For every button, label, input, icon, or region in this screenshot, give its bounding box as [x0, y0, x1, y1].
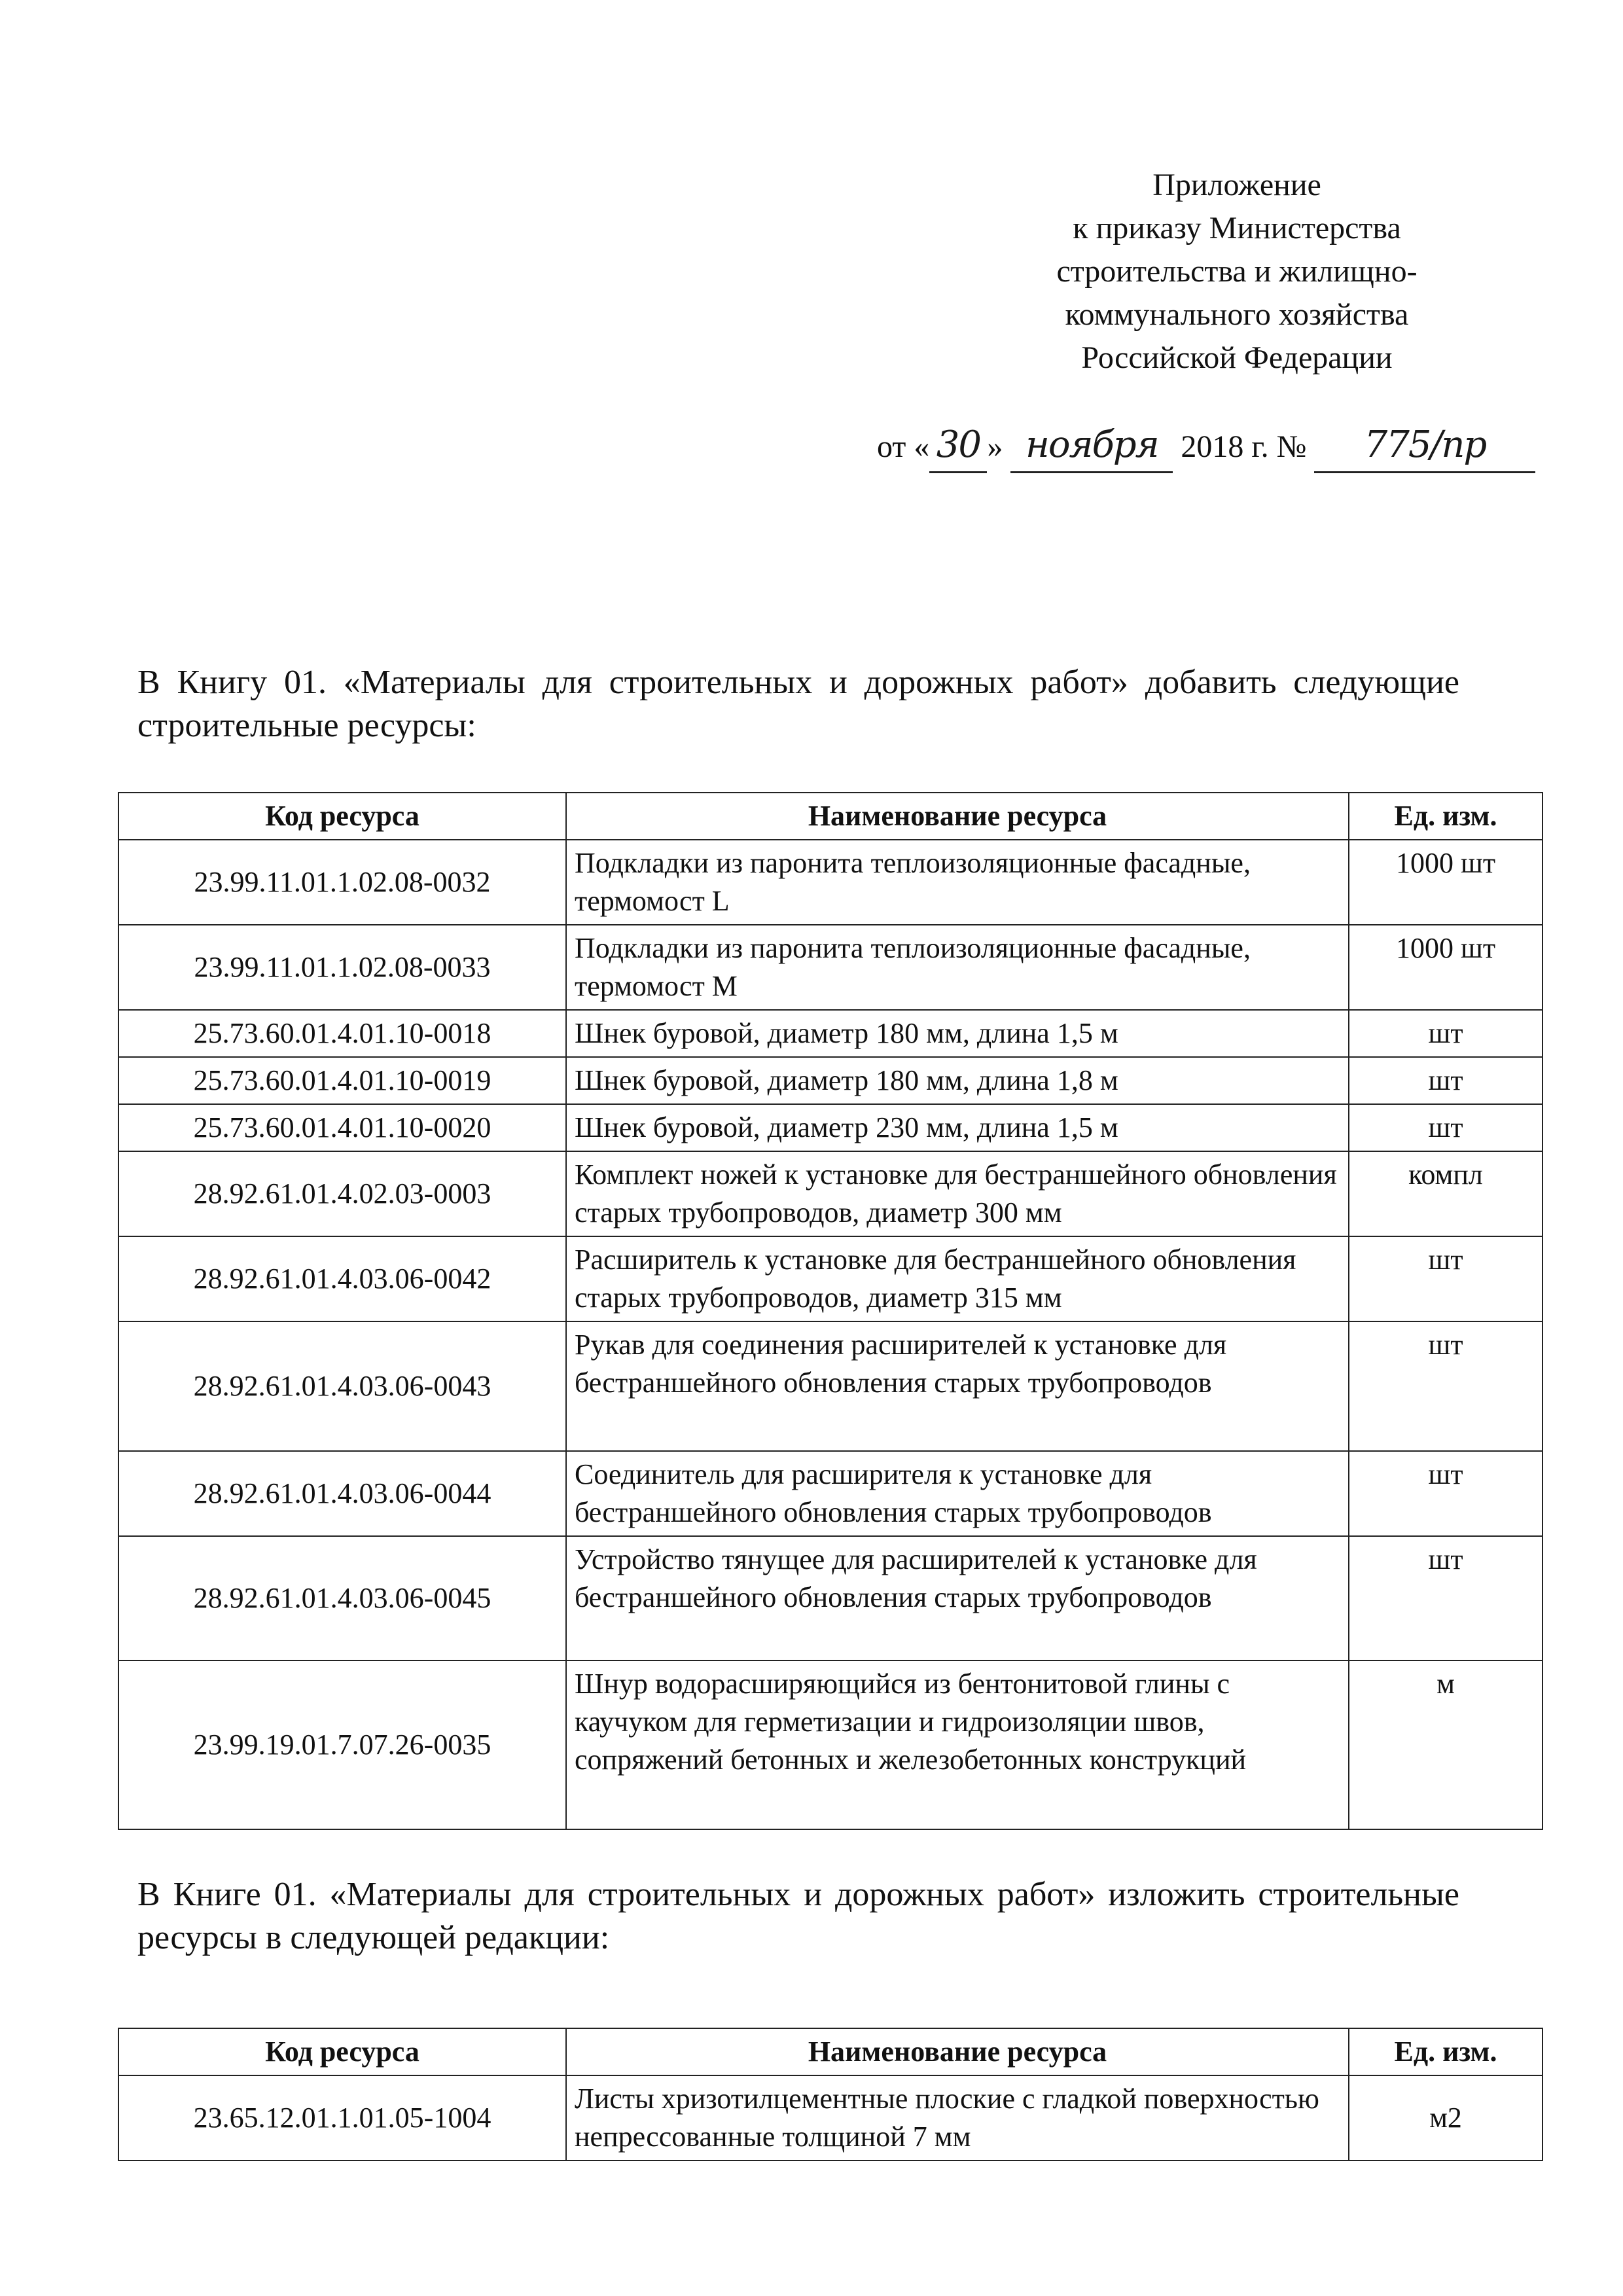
table-row	[118, 1010, 1543, 1057]
resource-name: Шнек буровой, диаметр 230 мм, длина 1,5 м	[566, 1104, 1349, 1151]
resource-name: Шнек буровой, диаметр 180 мм, длина 1,8 м	[566, 1057, 1349, 1104]
resource-name: Рукав для соединения расширителей к установке для бестраншейного обновления старых трубопроводов	[566, 1321, 1349, 1451]
resource-unit: шт	[1349, 1010, 1543, 1057]
resource-unit: шт	[1349, 1321, 1543, 1451]
annex-line-4: коммунального хозяйства	[1065, 297, 1409, 332]
header-unit: Ед. изм.	[1349, 793, 1543, 840]
resource-code: 28.92.61.01.4.03.06-0042	[118, 1236, 566, 1321]
annex-line-2: к приказу Министерства	[1073, 211, 1401, 245]
resource-name: Шнек буровой, диаметр 180 мм, длина 1,5 м	[566, 1010, 1349, 1057]
resource-code: 23.65.12.01.1.01.05-1004	[118, 2075, 566, 2161]
resource-name: Листы хризотилцементные плоские с гладкой поверхностью непрессованные толщиной 7 мм	[566, 2075, 1349, 2161]
resource-code: 23.99.19.01.7.07.26-0035	[118, 1660, 566, 1829]
resource-name: Подкладки из паронита теплоизоляционные фасадные, термомост М	[566, 925, 1349, 1010]
header-unit: Ед. изм.	[1349, 2028, 1543, 2075]
header-name: Наименование ресурса	[566, 2028, 1349, 2075]
resource-unit: шт	[1349, 1451, 1543, 1536]
resource-name: Подкладки из паронита теплоизоляционные фасадные, термомост L	[566, 840, 1349, 925]
order-date-number	[877, 419, 1603, 473]
order-year: 2018 г. №	[1181, 429, 1307, 464]
section1-intro: В Книгу 01. «Материалы для строительных и дорожных работ» добавить следующие строительные ресурсы:	[137, 664, 1459, 744]
resource-code: 23.99.11.01.1.02.08-0032	[118, 840, 566, 925]
resource-unit: шт	[1349, 1536, 1543, 1660]
table-row	[118, 1104, 1543, 1151]
resource-name: Устройство тянущее для расширителей к установке для бестраншейного обновления старых трубопроводов	[566, 1536, 1349, 1660]
resource-code: 25.73.60.01.4.01.10-0018	[118, 1010, 566, 1057]
order-month-handwritten: ноября	[1010, 419, 1173, 473]
resource-unit: 1000 шт	[1349, 840, 1543, 925]
resource-name: Соединитель для расширителя к установке для бестраншейного обновления старых трубопроводов	[566, 1451, 1349, 1536]
resource-code: 28.92.61.01.4.02.03-0003	[118, 1151, 566, 1236]
resource-unit: м2	[1349, 2075, 1543, 2161]
annex-header	[851, 164, 1623, 380]
table-row	[118, 1236, 1543, 1321]
resource-unit: шт	[1349, 1057, 1543, 1104]
section2-intro: В Книге 01. «Материалы для строительных и дорожных работ» изложить строительные ресурсы в следующей редакции:	[137, 1876, 1459, 1956]
resource-unit: шт	[1349, 1104, 1543, 1151]
resource-unit: м	[1349, 1660, 1543, 1829]
header-code: Код ресурса	[118, 2028, 566, 2075]
resource-code: 25.73.60.01.4.01.10-0019	[118, 1057, 566, 1104]
table-row	[118, 1536, 1543, 1660]
table-row	[118, 925, 1543, 1010]
annex-line-3: строительства и жилищно-	[1056, 254, 1418, 289]
table-row	[118, 1057, 1543, 1104]
resource-unit: 1000 шт	[1349, 925, 1543, 1010]
resources-table-edit	[118, 2028, 1543, 2161]
table-row	[118, 1151, 1543, 1236]
table-row	[118, 1321, 1543, 1451]
resource-code: 28.92.61.01.4.03.06-0043	[118, 1321, 566, 1451]
table-row	[118, 2075, 1543, 2161]
header-code: Код ресурса	[118, 793, 566, 840]
resource-code: 28.92.61.01.4.03.06-0044	[118, 1451, 566, 1536]
table-row	[118, 840, 1543, 925]
resource-name: Шнур водорасширяющийся из бентонитовой глины с каучуком для герметизации и гидроизоляции швов, сопряжений бетонных и железобетонных конструкций	[566, 1660, 1349, 1829]
resource-code: 23.99.11.01.1.02.08-0033	[118, 925, 566, 1010]
table-row	[118, 1660, 1543, 1829]
resource-name: Комплект ножей к установке для бестраншейного обновления старых трубопроводов, диаметр 300 мм	[566, 1151, 1349, 1236]
resource-code: 28.92.61.01.4.03.06-0045	[118, 1536, 566, 1660]
order-day-handwritten: 30	[929, 419, 987, 473]
table-header-row	[118, 793, 1543, 840]
resource-name: Расширитель к установке для бестраншейного обновления старых трубопроводов, диаметр 315 мм	[566, 1236, 1349, 1321]
resource-code: 25.73.60.01.4.01.10-0020	[118, 1104, 566, 1151]
resource-unit: шт	[1349, 1236, 1543, 1321]
resource-unit: компл	[1349, 1151, 1543, 1236]
table-header-row	[118, 2028, 1543, 2075]
header-name: Наименование ресурса	[566, 793, 1349, 840]
annex-line-5: Российской Федерации	[1081, 340, 1393, 375]
annex-title: Приложение	[1152, 168, 1321, 202]
order-quote-close: »	[987, 429, 1003, 464]
order-number-handwritten: 775/пр	[1314, 419, 1535, 473]
table-row	[118, 1451, 1543, 1536]
resources-table-add	[118, 792, 1543, 1830]
order-prefix: от «	[877, 429, 930, 464]
